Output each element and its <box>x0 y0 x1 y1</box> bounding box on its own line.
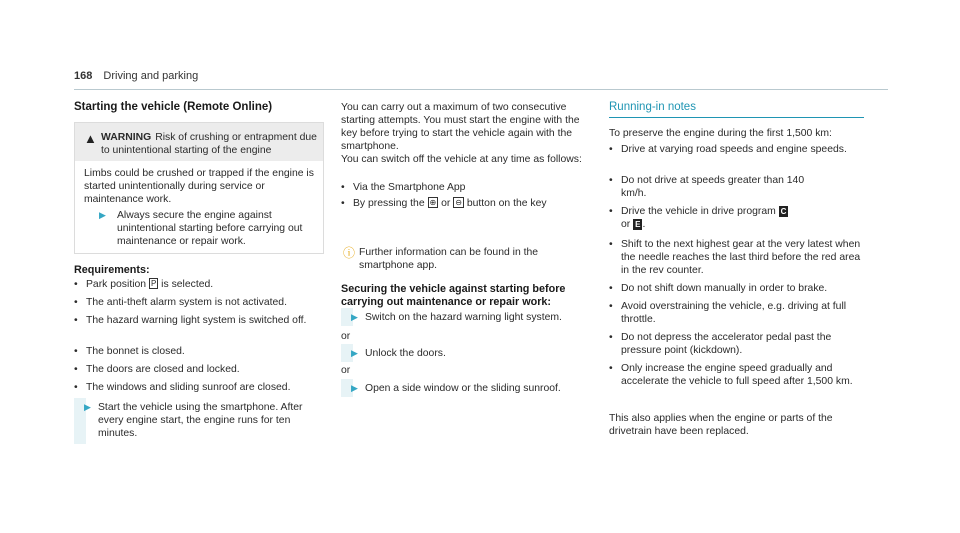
or-label: or <box>341 365 351 376</box>
securing-heading: Securing the vehicle against starting before carrying out maintenance or repair work: <box>341 283 566 308</box>
running-in-outro: This also applies when the engine or parts of the drivetrain have been replaced. <box>609 413 833 437</box>
header-divider <box>74 89 888 90</box>
step-arrow-icon: ▶ <box>84 402 91 412</box>
step-arrow-icon: ▶ <box>351 383 358 393</box>
col2-switch-off: You can switch off the vehicle at any time as follows: <box>341 154 582 165</box>
page-header <box>74 70 198 82</box>
key-lock-icon: ⊕ <box>429 198 437 207</box>
running-in-heading: Running-in notes <box>609 101 696 113</box>
key-unlock-icon: ⊖ <box>455 198 462 207</box>
page-number: 168 <box>74 70 93 82</box>
info-note: Further information can be found in the smartphone app. <box>359 247 539 271</box>
info-icon: ⓘ <box>343 246 356 260</box>
step-arrow-icon: ▶ <box>99 210 106 220</box>
section-heading-remote-start: Starting the vehicle (Remote Online) <box>74 101 273 113</box>
warning-step-text: Always secure the engine against unintentional starting before carrying out maintenance or repair work. <box>117 210 303 247</box>
warning-headline <box>101 131 317 157</box>
or-label: or <box>341 331 351 342</box>
warning-triangle-icon: ▲ <box>84 131 97 146</box>
heading-underline <box>609 117 864 118</box>
drive-program-c-icon: C <box>780 207 787 216</box>
running-in-intro: To preserve the engine during the first 1,500 km: <box>609 128 832 139</box>
drive-program-e-icon: E <box>635 220 641 229</box>
section-title: Driving and parking <box>103 70 199 82</box>
warning-body: Limbs could be crushed or trapped if the engine is started unintentionally during service or maintenance work. <box>84 168 314 205</box>
warning-headline-text: Risk of crushing or entrapment due to unintentional starting of the engine <box>101 132 317 156</box>
step-arrow-icon: ▶ <box>351 348 358 358</box>
step-arrow-icon: ▶ <box>351 312 358 322</box>
col2-intro: You can carry out a maximum of two consecutive starting attempts. You must start the engine with the key before trying to start the vehicle again with the smartphone. <box>341 102 580 152</box>
requirements-label: Requirements: <box>74 264 150 276</box>
warning-label: WARNING <box>101 132 152 143</box>
park-position-icon: P <box>150 279 157 288</box>
warning-box <box>74 122 324 254</box>
